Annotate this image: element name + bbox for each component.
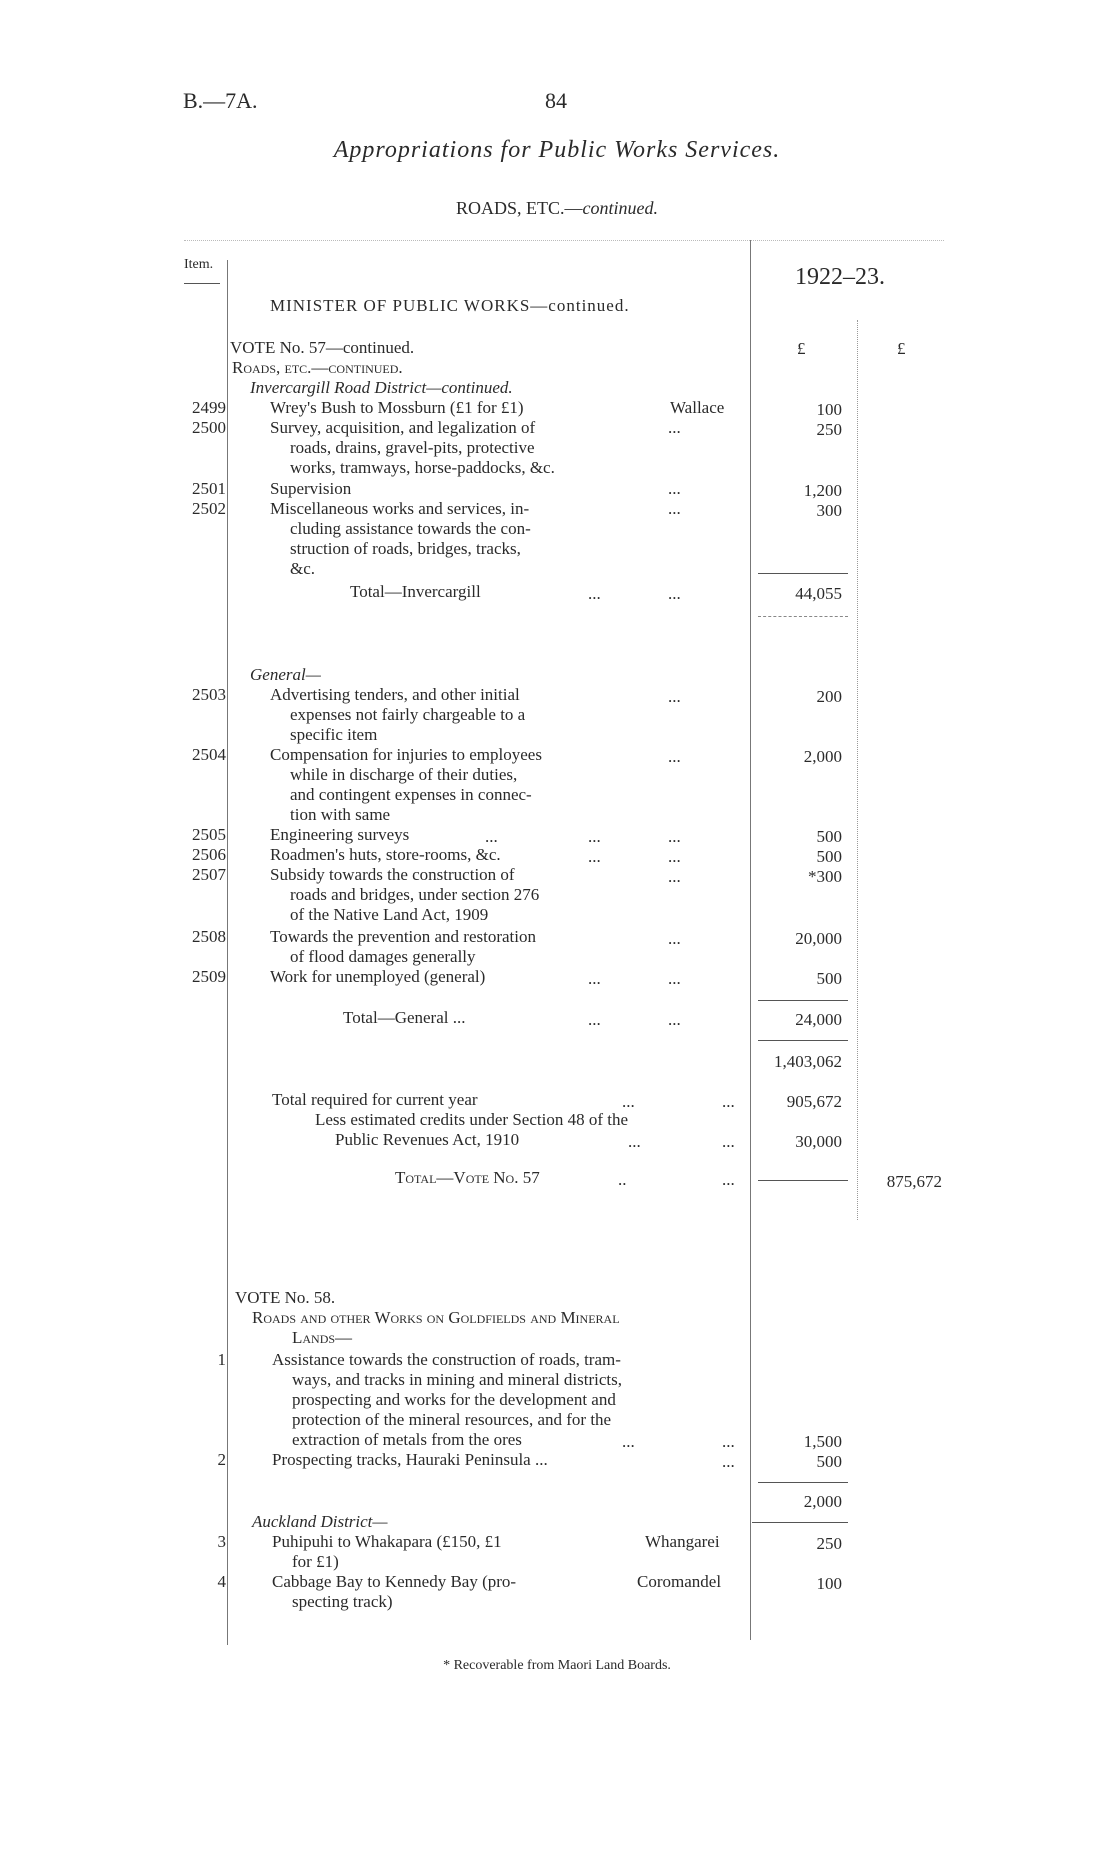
item-amount: 500 (816, 827, 842, 846)
amount-column-rule (750, 240, 751, 1640)
vote-58-subheading: Roads and other Works on Goldfields and Mineral (252, 1308, 620, 1327)
total-column-rule (857, 320, 858, 1220)
top-rule (184, 240, 944, 241)
leader-dots: ... (668, 584, 681, 603)
item-description-line: specific item (290, 725, 378, 744)
vote-57-total-label: Total—Vote No. 57 (395, 1168, 540, 1187)
item-amount: 100 (816, 400, 842, 419)
item-column-header: Item. (184, 257, 214, 272)
leader-dots: ... (668, 687, 681, 706)
item-description-line: of the Native Land Act, 1909 (290, 905, 489, 924)
item-description: Puhipuhi to Whakapara (£150, £1 (272, 1532, 502, 1551)
footnote: * Recoverable from Maori Land Boards. (443, 1658, 671, 1673)
item-amount: *300 (808, 867, 842, 886)
vote-58-heading: VOTE No. 58. (235, 1288, 336, 1307)
item-amount: 500 (816, 969, 842, 988)
total-amount: 44,055 (795, 584, 842, 603)
item-amount: 100 (816, 1574, 842, 1593)
total-rule (758, 1040, 848, 1041)
total-label: Total—Invercargill (350, 582, 481, 601)
item-description: Advertising tenders, and other initial (270, 685, 520, 704)
auckland-district-heading: Auckland District— (252, 1512, 388, 1531)
vote-57-total-amount: 875,672 (886, 1172, 942, 1191)
item-description: Roadmen's huts, store-rooms, &c. (270, 845, 501, 864)
item-description-line: expenses not fairly chargeable to a (290, 705, 526, 724)
item-number: 2508 (192, 927, 226, 946)
current-year-amount: 905,672 (786, 1092, 842, 1111)
item-amount: 1,200 (803, 481, 842, 500)
leader-dots: ... (668, 479, 681, 498)
leader-dots: ... (668, 867, 681, 886)
item-description: Subsidy towards the construction of (270, 865, 515, 884)
item-description: Compensation for injuries to employees (270, 745, 542, 764)
item-description-line: specting track) (292, 1592, 393, 1611)
total-rule (758, 616, 848, 617)
item-number: 2509 (192, 967, 226, 986)
item-amount: 1,500 (803, 1432, 842, 1451)
leader-dots: ... (622, 1092, 635, 1111)
vote-57-heading: VOTE No. 57—continued. (230, 338, 415, 357)
item-description: Survey, acquisition, and legalization of (270, 418, 536, 437)
leader-dots: ... (622, 1432, 635, 1451)
item-number: 2 (217, 1450, 226, 1469)
item-place: Whangarei (645, 1532, 720, 1551)
leader-dots: ... (588, 1010, 601, 1029)
section-label: ROADS, ETC.— (456, 198, 583, 218)
item-number: 2501 (192, 479, 226, 498)
item-description-line: while in discharge of their duties, (290, 765, 518, 784)
item-description-line: extraction of metals from the ores (292, 1430, 522, 1449)
item-description-line: protection of the mineral resources, and for the (292, 1410, 612, 1429)
item-number: 2505 (192, 825, 226, 844)
vote-58-subheading-line: Lands— (292, 1328, 353, 1347)
item-description: Assistance towards the construction of roads, tram- (272, 1350, 621, 1369)
total-amount: 24,000 (795, 1010, 842, 1029)
item-number: 1 (217, 1350, 226, 1369)
page-title: Appropriations for Public Works Services. (333, 137, 781, 163)
item-description-line: works, tramways, horse-paddocks, &c. (290, 458, 555, 477)
item-amount: 250 (816, 420, 842, 439)
item-description-line: and contingent expenses in connec- (290, 785, 532, 804)
item-number: 2500 (192, 418, 226, 437)
item-description: Wrey's Bush to Mossburn (£1 for £1) (270, 398, 524, 417)
subtotal-rule (758, 1482, 848, 1483)
document-reference: B.—7A. (183, 88, 258, 113)
leader-dots: ... (668, 969, 681, 988)
item-amount: 200 (816, 687, 842, 706)
pound-sign-column-1: £ (797, 339, 806, 358)
less-credits-label: Less estimated credits under Section 48 of the (315, 1110, 628, 1129)
item-description: Miscellaneous works and services, in- (270, 499, 530, 518)
item-header-rule (184, 283, 220, 284)
leader-dots: ... (668, 418, 681, 437)
item-column-rule (227, 260, 228, 1645)
leader-dots: ... (668, 499, 681, 518)
item-amount: 500 (816, 1452, 842, 1471)
subtotal-amount: 2,000 (803, 1492, 842, 1511)
item-place: Coromandel (637, 1572, 722, 1591)
item-description: Engineering surveys (270, 825, 410, 844)
leader-dots: ... (722, 1170, 735, 1189)
item-description-line: ways, and tracks in mining and mineral districts, (292, 1370, 623, 1389)
current-year-label: Total required for current year (272, 1090, 478, 1109)
item-description-line: tion with same (290, 805, 391, 824)
item-description: Towards the prevention and restoration (270, 927, 537, 946)
leader-dots: ... (668, 827, 681, 846)
leader-dots: ... (668, 929, 681, 948)
leader-dots: ... (588, 584, 601, 603)
general-heading: General— (250, 665, 321, 684)
page-number: 84 (545, 88, 567, 113)
section-continued: continued. (582, 198, 658, 218)
leader-dots: ... (722, 1092, 735, 1111)
less-credits-label-line: Public Revenues Act, 1910 (335, 1130, 520, 1149)
pound-sign-column-2: £ (897, 339, 906, 358)
total-label: Total—General ... (343, 1008, 466, 1027)
item-description: Work for unemployed (general) (270, 967, 486, 986)
item-description-line: roads and bridges, under section 276 (290, 885, 540, 904)
item-place: Wallace (670, 398, 725, 417)
item-amount: 2,000 (803, 747, 842, 766)
item-description-line: prospecting and works for the development and (292, 1390, 616, 1409)
item-description: Cabbage Bay to Kennedy Bay (pro- (272, 1572, 517, 1591)
item-description-line: &c. (290, 559, 316, 578)
grand-total-amount: 1,403,062 (774, 1052, 842, 1071)
item-number: 3 (217, 1532, 226, 1551)
item-amount: 500 (816, 847, 842, 866)
subtotal-rule (758, 1000, 848, 1001)
leader-dots: ... (485, 827, 498, 846)
item-description: Supervision (270, 479, 352, 498)
leader-dots: ... (668, 847, 681, 866)
leader-dots: ... (668, 747, 681, 766)
item-description-line: cluding assistance towards the con- (290, 519, 531, 538)
vote-57-subheading: Roads, etc.—continued. (232, 358, 403, 377)
item-number: 2506 (192, 845, 226, 864)
item-number: 2507 (192, 865, 226, 884)
leader-dots: ... (722, 1432, 735, 1451)
vote-total-rule (758, 1180, 848, 1181)
item-amount: 20,000 (795, 929, 842, 948)
item-description-line: struction of roads, bridges, tracks, (290, 539, 521, 558)
item-number: 2503 (192, 685, 226, 704)
leader-dots: ... (588, 827, 601, 846)
subtotal-rule (752, 1522, 848, 1523)
minister-heading: MINISTER OF PUBLIC WORKS—continued. (270, 296, 630, 315)
invercargill-heading: Invercargill Road District—continued. (250, 378, 513, 397)
item-number: 2499 (192, 398, 226, 417)
item-number: 4 (217, 1572, 226, 1591)
item-description-line: of flood damages generally (290, 947, 476, 966)
less-credits-amount: 30,000 (795, 1132, 842, 1151)
leader-dots: ... (722, 1132, 735, 1151)
item-description: Prospecting tracks, Hauraki Peninsula ... (272, 1450, 548, 1469)
leader-dots: ... (588, 969, 601, 988)
item-description-line: roads, drains, gravel-pits, protective (290, 438, 535, 457)
item-number: 2502 (192, 499, 226, 518)
leader-dots: ... (628, 1132, 641, 1151)
leader-dots: ... (668, 1010, 681, 1029)
subtotal-rule (758, 573, 848, 574)
item-amount: 250 (816, 1534, 842, 1553)
leader-dots: .. (618, 1170, 627, 1189)
item-amount: 300 (816, 501, 842, 520)
item-number: 2504 (192, 745, 226, 764)
leader-dots: ... (722, 1452, 735, 1471)
item-description-line: for £1) (292, 1552, 339, 1571)
year-column-header: 1922–23. (795, 264, 885, 290)
leader-dots: ... (588, 847, 601, 866)
section-heading (0, 198, 1114, 219)
